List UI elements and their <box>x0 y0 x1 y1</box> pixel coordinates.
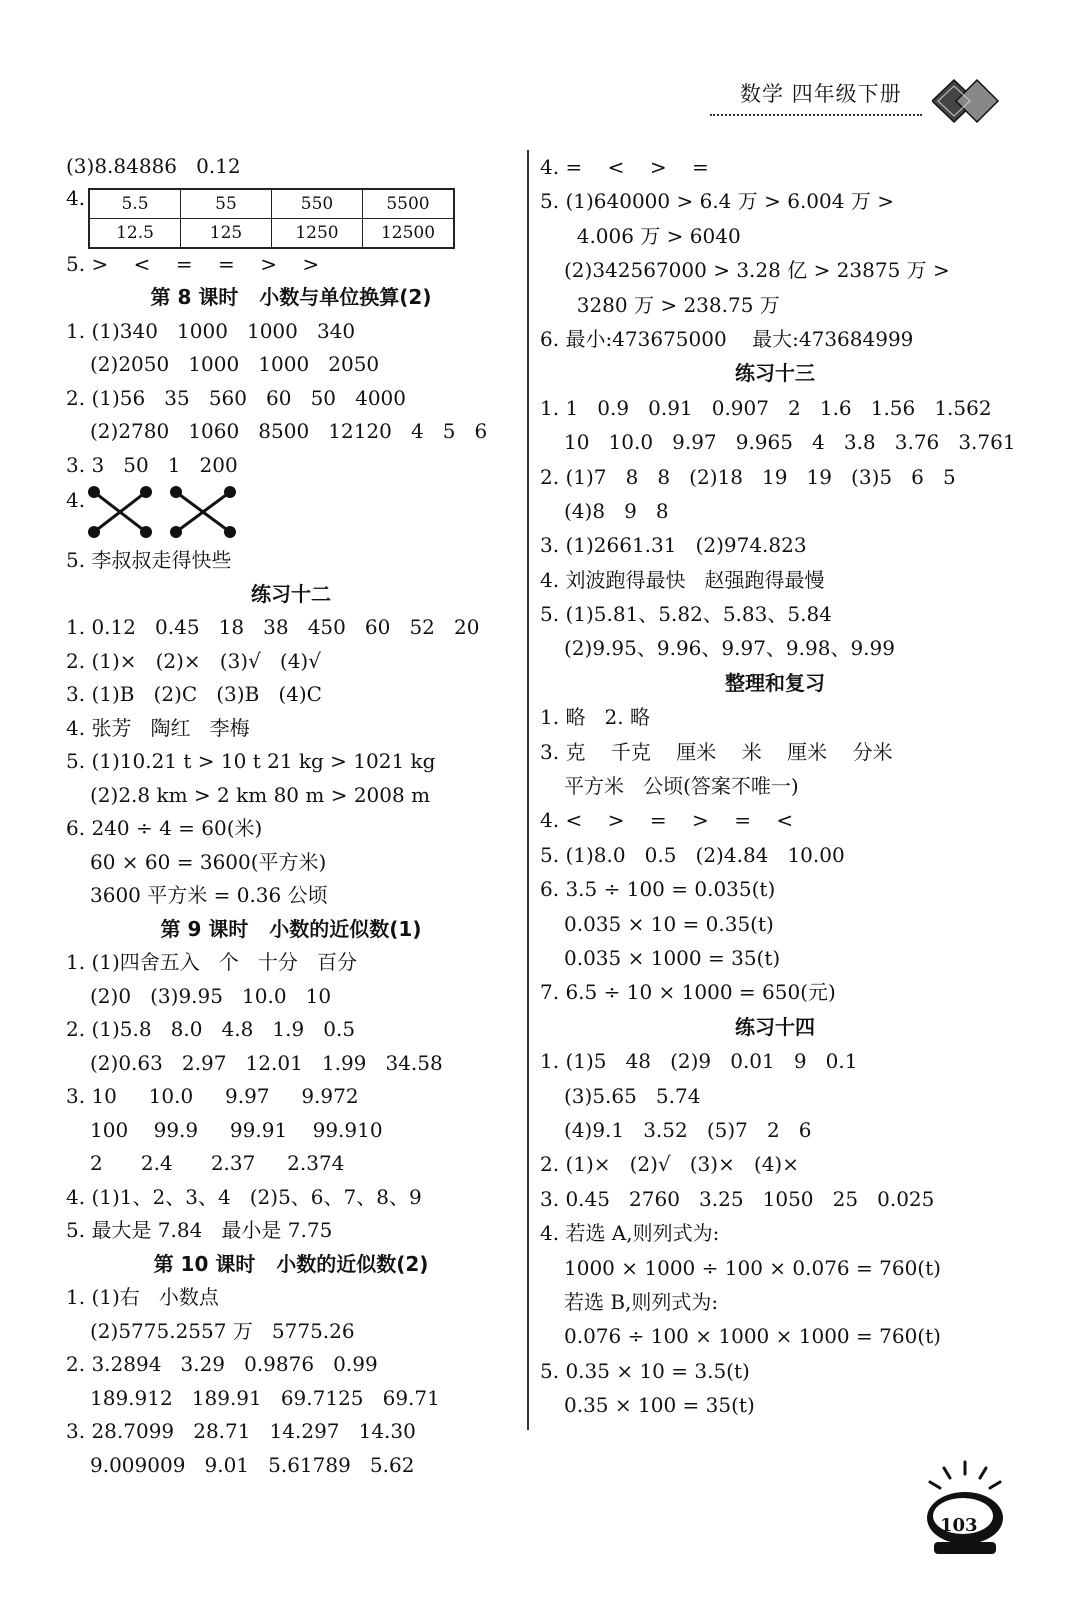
answer-line: (2)5775.2557 万 5775.26 <box>90 1318 355 1343</box>
matching-answer-block <box>66 482 516 544</box>
answer-line: 2 2.4 2.37 2.374 <box>90 1151 345 1175</box>
answer-line: 若选 B,则列式为: <box>564 1289 719 1314</box>
matching-dot <box>88 486 100 498</box>
table-row <box>89 218 454 248</box>
answer-line: 2. (1)7 8 8 (2)18 19 19 (3)5 6 5 <box>540 464 956 489</box>
answer-line: 9.009009 9.01 5.61789 5.62 <box>90 1452 415 1477</box>
page-number: 103 <box>940 1515 978 1536</box>
diamond-decoration-icon <box>932 76 1002 126</box>
section-heading: 第 10 课时 小数的近似数(2) <box>153 1251 429 1276</box>
header-grade: 四年级下册 <box>791 82 902 106</box>
section-heading: 第 9 课时 小数的近似数(1) <box>160 916 422 941</box>
answer-line: 1000 × 1000 ÷ 100 × 0.076 = 760(t) <box>564 1255 941 1280</box>
answer-line: (4)8 9 8 <box>564 498 669 523</box>
answer-line: 1. 0.12 0.45 18 38 450 60 52 20 <box>66 615 480 639</box>
question-number: 4. <box>66 185 86 210</box>
section-heading: 第 8 课时 小数与单位换算(2) <box>150 285 432 309</box>
answer-line: 5. (1)8.0 0.5 (2)4.84 10.00 <box>540 842 845 867</box>
answer-line: 4. 刘波跑得最快 赵强跑得最慢 <box>540 567 825 592</box>
answer-line: 3. 0.45 2760 3.25 1050 25 0.025 <box>540 1186 935 1211</box>
answer-line: 3. 克 千克 厘米 米 厘米 分米 <box>540 739 893 764</box>
answer-table-block <box>66 184 516 248</box>
answer-line: (2)2.8 km > 2 km 80 m > 2008 m <box>90 782 431 807</box>
answer-line: 0.076 ÷ 100 × 1000 × 1000 = 760(t) <box>564 1324 941 1349</box>
header-title <box>740 78 902 108</box>
answer-line: 4. (1)1、2、3、4 (2)5、6、7、8、9 <box>66 1184 422 1209</box>
section-heading: 整理和复习 <box>725 670 825 695</box>
answer-line: 5. 李叔叔走得快些 <box>66 548 232 572</box>
answer-line: (2)2780 1060 8500 12120 4 5 6 <box>90 419 488 443</box>
answer-line: 3. 3 50 1 200 <box>66 452 238 477</box>
answer-line: (3)8.84886 0.12 <box>66 154 241 178</box>
answer-line: 3600 平方米 = 0.36 公顷 <box>90 883 328 907</box>
answer-line: 5. (1)640000 > 6.4 万 > 6.004 万 > <box>540 189 894 214</box>
answer-line: 6. 3.5 ÷ 100 = 0.035(t) <box>540 877 776 902</box>
right-column <box>540 150 1016 1422</box>
section-heading: 练习十三 <box>735 361 815 386</box>
answer-line: 7. 6.5 ÷ 10 × 1000 = 650(元) <box>540 980 836 1005</box>
matching-dot <box>140 526 152 538</box>
answer-line: 0.035 × 10 = 0.35(t) <box>564 911 774 936</box>
answer-line: 10 10.0 9.97 9.965 4 3.8 3.76 3.761 <box>564 430 1016 455</box>
table-cell: 55 <box>181 189 272 219</box>
answer-line: (2)0.63 2.97 12.01 1.99 34.58 <box>90 1050 443 1075</box>
answer-line: (2)2050 1000 1000 2050 <box>90 352 380 376</box>
left-column <box>66 150 516 1482</box>
header-dotted-rule <box>710 114 922 116</box>
answer-line: 4. 若选 A,则列式为: <box>540 1221 720 1246</box>
matching-dot <box>224 526 236 538</box>
answer-line: (2)342567000 > 3.28 亿 > 23875 万 > <box>564 258 950 283</box>
answer-line: 2. (1)56 35 560 60 50 4000 <box>66 385 406 410</box>
answer-line: 1. (1)右 小数点 <box>66 1285 219 1309</box>
answer-line: 平方米 公顷(答案不唯一) <box>564 774 799 799</box>
answer-line: 1. 略 2. 略 <box>540 705 650 730</box>
answer-line: 6. 240 ÷ 4 = 60(米) <box>66 816 263 840</box>
column-divider <box>527 150 529 1430</box>
answer-line: 2. (1)5.8 8.0 4.8 1.9 0.5 <box>66 1017 356 1041</box>
table-cell: 1250 <box>272 218 363 248</box>
table-row <box>89 189 454 219</box>
matching-dot <box>170 486 182 498</box>
answer-line: 0.35 × 100 = 35(t) <box>564 1393 755 1418</box>
table-cell: 550 <box>272 189 363 219</box>
table-cell: 125 <box>181 218 272 248</box>
answer-line: 4.006 万 > 6040 <box>564 223 741 248</box>
answer-line: 3. (1)B (2)C (3)B (4)C <box>66 682 322 706</box>
answer-line: 4. = < > = <box>540 155 709 179</box>
answer-line: 5. 0.35 × 10 = 3.5(t) <box>540 1358 750 1383</box>
answer-line: 1. (1)四舍五入 个 十分 百分 <box>66 950 357 974</box>
answer-line: 5. > < = = > > <box>66 251 320 276</box>
matching-dot <box>88 526 100 538</box>
page-number-badge <box>920 1460 1010 1564</box>
answer-line: 5. 最大是 7.84 最小是 7.75 <box>66 1218 333 1242</box>
cross-matching-diagram <box>86 482 246 544</box>
table-cell: 12.5 <box>89 218 181 248</box>
answer-line: 1. (1)5 48 (2)9 0.01 9 0.1 <box>540 1049 858 1074</box>
answer-line: 1. 1 0.9 0.91 0.907 2 1.6 1.56 1.562 <box>540 395 992 420</box>
answer-line: 100 99.9 99.91 99.910 <box>90 1117 383 1142</box>
matching-dot <box>140 486 152 498</box>
answer-line: (2)0 (3)9.95 10.0 10 <box>90 983 332 1008</box>
answer-line: (4)9.1 3.52 (5)7 2 6 <box>564 1117 812 1142</box>
answer-line: 3280 万 > 238.75 万 <box>564 292 780 317</box>
answer-table <box>88 188 455 249</box>
answer-line: 2. (1)× (2)× (3)√ (4)√ <box>66 648 321 673</box>
answer-line: 5. (1)10.21 t > 10 t 21 kg > 1021 kg <box>66 749 436 773</box>
answer-line: 6. 最小:473675000 最大:473684999 <box>540 326 914 351</box>
answer-line: 0.035 × 1000 = 35(t) <box>564 945 781 970</box>
answer-line: 3. 10 10.0 9.97 9.972 <box>66 1084 359 1108</box>
answer-line: 4. < > = > = < <box>540 808 794 833</box>
table-cell: 5.5 <box>89 189 181 219</box>
answer-line: 3. 28.7099 28.71 14.297 14.30 <box>66 1419 416 1443</box>
answer-line: 189.912 189.91 69.7125 69.71 <box>90 1385 440 1410</box>
table-cell: 12500 <box>363 218 455 248</box>
matching-dot <box>224 486 236 498</box>
matching-dot <box>170 526 182 538</box>
header-subject: 数学 <box>740 82 784 106</box>
page-header <box>700 70 1000 150</box>
table-cell: 5500 <box>363 189 455 219</box>
question-number: 4. <box>66 488 86 512</box>
answer-line: 2. (1)× (2)√ (3)× (4)× <box>540 1152 799 1177</box>
answer-line: 5. (1)5.81、5.82、5.83、5.84 <box>540 602 832 627</box>
answer-line: (3)5.65 5.74 <box>564 1083 701 1108</box>
answer-line: 1. (1)340 1000 1000 340 <box>66 318 356 343</box>
section-heading: 练习十二 <box>251 581 331 606</box>
answer-line: 60 × 60 = 3600(平方米) <box>90 849 327 874</box>
answer-line: 4. 张芳 陶红 李梅 <box>66 715 250 740</box>
answer-line: 3. (1)2661.31 (2)974.823 <box>540 533 807 558</box>
page-number-tv-icon <box>920 1460 1010 1560</box>
answer-line: (2)9.95、9.96、9.97、9.98、9.99 <box>564 636 895 661</box>
section-heading: 练习十四 <box>735 1014 815 1039</box>
answer-line: 2. 3.2894 3.29 0.9876 0.99 <box>66 1352 378 1376</box>
